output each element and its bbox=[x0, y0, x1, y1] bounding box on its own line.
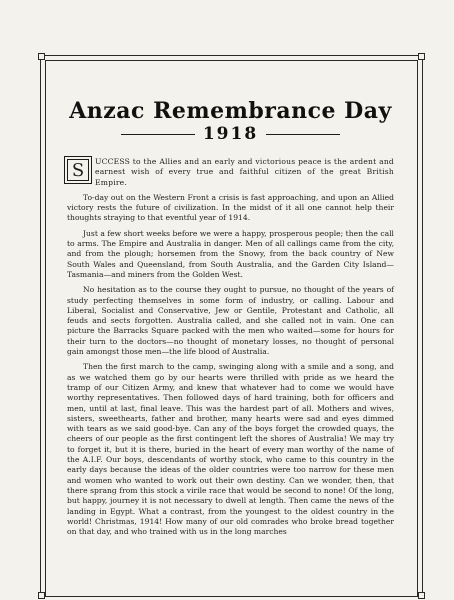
article-body bbox=[67, 157, 394, 542]
year-rule-right bbox=[266, 134, 340, 135]
year-heading bbox=[45, 124, 416, 144]
page-title: Anzac Remembrance Day bbox=[69, 98, 392, 124]
year-label: 1918 bbox=[202, 124, 259, 144]
paragraph-text: UCCESS to the Allies and an early and victorious peace is the ardent and earnest wish of every true and faithful citizen of the great British Empire. bbox=[95, 157, 394, 187]
drop-cap: S bbox=[67, 159, 89, 181]
paragraph: Just a few short weeks before we were a happy, prosperous people; then the call to arms. The Empire and Australia in danger. Men of all callings came from the city, and from the plough; horsemen from the Snowy, from the back country of New South Wales and Queensland, from South Australia, and the Garden City Island—Tasmania—and miners from the Golden West. bbox=[67, 228, 394, 279]
paragraph: To-day out on the Western Front a crisis is fast approaching, and upon an Allied victory rests the future of civilization. In the midst of it all one cannot help their thoughts straying to that eventful year of 1914. bbox=[67, 192, 394, 223]
paragraph: No hesitation as to the course they ought to pursue, no thought of the years of study perfecting themselves in some form of industry, or calling. Labour and Liberal, Socialist and Conservative, Jew or Gentile, Protestant and Catholic, all feuds and sects forgotten. Australia called, and she called not in vain. One can picture the Barracks Square packed with the men who waited—some for hours for their turn to the doctors—no thought of monetary losses, no thought of personal gain amongst those men—the life blood of Australia. bbox=[67, 285, 394, 357]
paragraph bbox=[67, 157, 394, 188]
border-corner-ornament bbox=[38, 592, 45, 599]
paragraph: Then the first march to the camp, swinging along with a smile and a song, and as we watched them go by our hearts were thrilled with pride as we heard the tramp of our Citizen Army, and knew that whatever had to come we would have worthy representatives. Then followed days of hard training, both for officers and men, until at last, final leave. This was the hardest part of all. Mothers and wives, sisters, sweethearts, father and brother, many hearts were sad and eyes dimmed with tears as we said good-bye. Can any of the boys forget the crowded quays, the cheers of our people as the first contingent left the shores of Australia! We may try to forget it, but it is there, buried in the heart of every man worthy of the name of the A.I.F. Our boys, descendants of worthy stock, who came to this country in the early days because the ideas of the older countries were too narrow for these men and women who wanted to work out their own destiny. Can we wonder, then, that there sprang from this stock a virile race that would be second to none! Of the long, but happy, journey it is not necessary to dwell at length. Then came the news of the landing in Egypt. What a contrast, from the youngest to the oldest country in the world! Christmas, 1914! How many of our old comrades who broke bread together on that day, and who trained with us in the long marches bbox=[67, 362, 394, 537]
border-corner-ornament bbox=[38, 53, 45, 60]
border-corner-ornament bbox=[418, 592, 425, 599]
year-rule-left bbox=[121, 134, 195, 135]
border-corner-ornament bbox=[418, 53, 425, 60]
